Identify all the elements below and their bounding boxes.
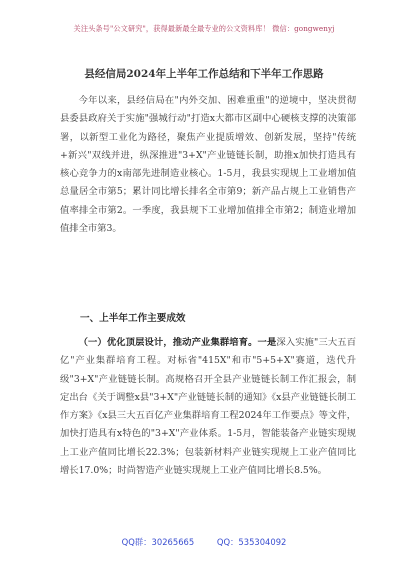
subsection-heading: （一）优化顶层设计，推动产业集群培育。一是 — [78, 337, 277, 348]
qq-contact-link[interactable]: QQ：535304092 — [216, 537, 287, 547]
section-heading: 一、上半年工作主要成效 — [80, 313, 186, 324]
header-banner: 关注头条号"公文研究"，获得最新最全最专业的公文资料库！ 微信：gongwenyj — [73, 24, 335, 33]
intro-paragraph: 今年以来，县经信局在"内外交加、困难重重"的逆境中，坚决贯彻县委县政府关于实施"强城行动"打造x大都市区副中心硬核支撑的决策部署，以新型工业化为路径，聚焦产业提质增效、创新发展，坚持"传统+新兴"双线并进，纵深推进"3+X"产业链链长制，助推x加快打造具有核心竞争力的x南部先进制造业核心。1-5月，我县实现规上工业增加值总量居全市第5；累计同比增长排名全市第9；新产品占规上工业销售产值率排全市第2。一季度，我县规下工业增加值排全市第2；制造业增加值排全市第3。 — [60, 95, 356, 235]
footer-contact — [0, 536, 408, 548]
qq-group-link[interactable]: QQ群：30265665 — [121, 537, 195, 547]
document-title: 县经信局2024年上半年工作总结和下半年工作思路 — [84, 68, 324, 80]
subsection-text: 深入实施"三大五百亿"产业集群培育工程。对标省"415X"和市"5+5+X"赛道，迭代升级"3+X"产业链链长制。高规格召开全县产业链链长制工作汇报会，制定出台《关于调整x县"3+X"产业链链长制的通知》《x县产业链链长制工作方案》《x县三大五百亿产业集群培育工程2024年工作要点》等文件，加快打造具有x特色的"3+X"产业体系。1-5月，智能装备产业链实现规上工业产值同比增长22.3%；包装新材料产业链实现规上工业产值同比增长17.0%；时尚智造产业链实现规上工业产值同比增长8.5%。 — [60, 337, 356, 477]
subsection-paragraph — [60, 334, 356, 480]
